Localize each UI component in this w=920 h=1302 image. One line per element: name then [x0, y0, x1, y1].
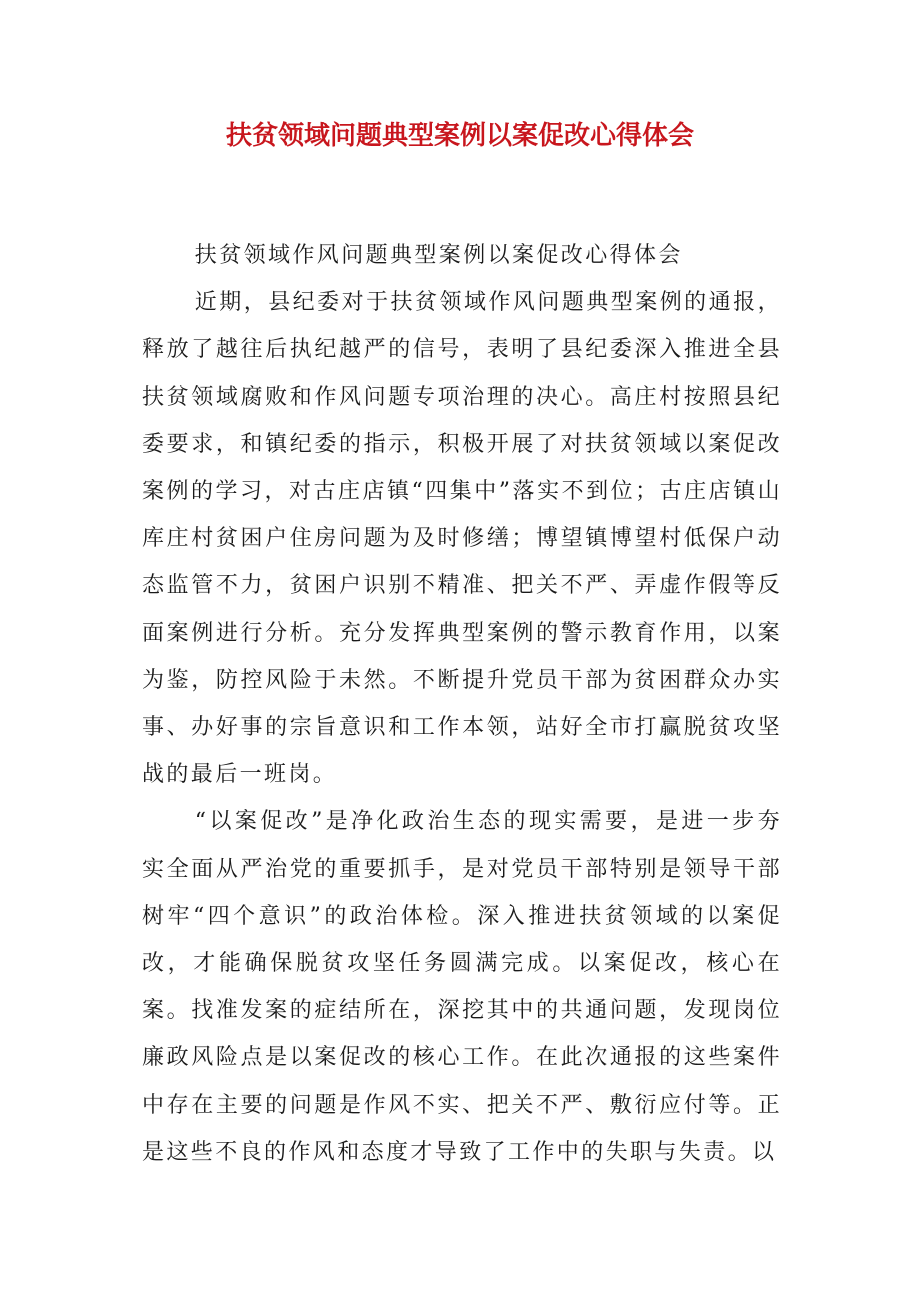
document-title: 扶贫领域问题典型案例以案促改心得体会 — [225, 121, 694, 151]
document-body — [142, 232, 782, 1176]
subtitle-paragraph: 扶贫领域作风问题典型案例以案促改心得体会 — [194, 243, 683, 268]
body-paragraph-1: 近期，县纪委对于扶贫领域作风问题典型案例的通报，释放了越往后执纪越严的信号，表明了县纪委深入推进全县扶贫领域腐败和作风问题专项治理的决心。高庄村按照县纪委要求，和镇纪委的指示，积极开展了对扶贫领域以案促改案例的学习，对古庄店镇“四集中”落实不到位；古庄店镇山库庄村贫困户住房问题为及时修缮；博望镇博望村低保户动态监管不力，贫困户识别不精准、把关不严、弄虚作假等反面案例进行分析。充分发挥典型案例的警示教育作用，以案为鉴，防控风险于未然。不断提升党员干部为贫困群众办实事、办好事的宗旨意识和工作本领，站好全市打赢脱贫攻坚战的最后一班岗。 — [142, 290, 782, 788]
body-paragraph-2: “以案促改”是净化政治生态的现实需要，是进一步夯实全面从严治党的重要抓手，是对党员干部特别是领导干部树牢“四个意识”的政治体检。深入推进扶贫领域的以案促改，才能确保脱贫攻坚任务圆满完成。以案促改，核心在案。找准发案的症结所在，深挖其中的共通问题，发现岗位廉政风险点是以案促改的核心工作。在此次通报的这些案件中存在主要的问题是作风不实、把关不严、敷衍应付等。正是这些不良的作风和态度才导致了工作中的失职与失责。以 — [142, 809, 782, 1165]
